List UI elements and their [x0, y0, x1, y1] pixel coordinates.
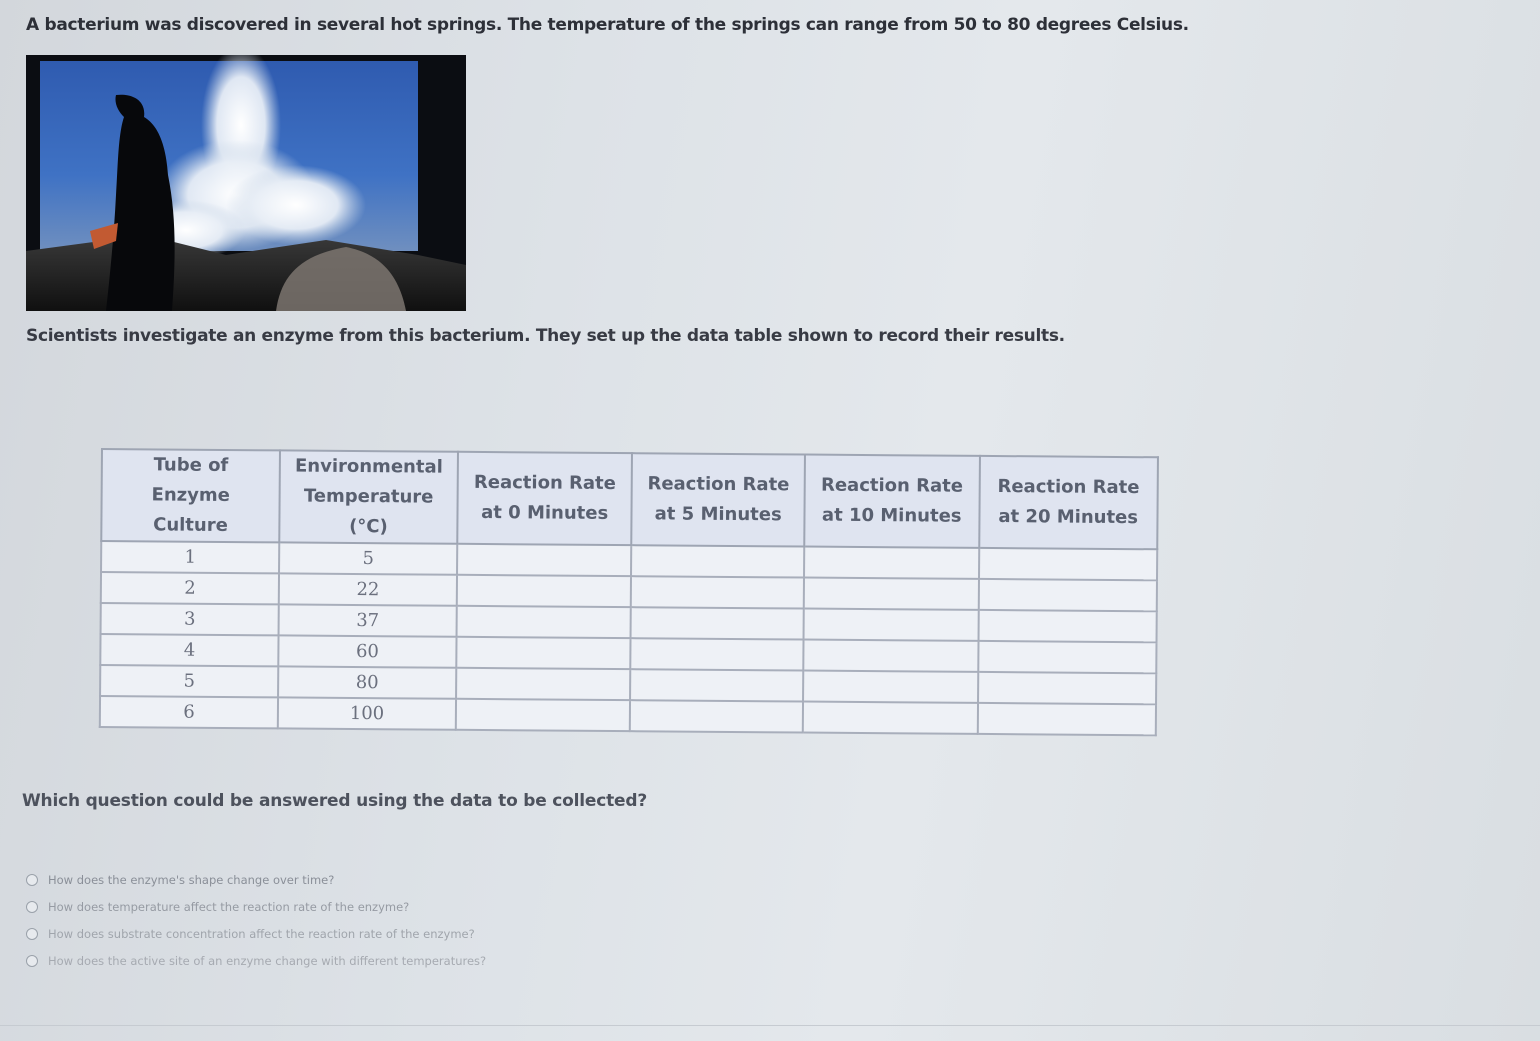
option-label: How does the enzyme's shape change over time? — [48, 872, 335, 887]
header-rate-10: Reaction Rate at 10 Minutes — [804, 455, 979, 548]
rate-cell — [978, 672, 1157, 704]
answer-options — [26, 866, 486, 974]
radio-button[interactable] — [26, 901, 38, 913]
temperature-cell: 100 — [278, 697, 456, 729]
tube-cell: 3 — [101, 603, 279, 635]
rate-cell — [804, 609, 979, 641]
setup-text: Scientists investigate an enzyme from this bacterium. They set up the data table shown to record their results. — [26, 326, 1065, 346]
rate-cell — [631, 638, 804, 670]
rate-cell — [456, 606, 631, 638]
rate-cell — [979, 548, 1158, 580]
divider — [0, 1025, 1540, 1026]
rate-cell — [457, 544, 632, 576]
rate-cell — [803, 640, 978, 672]
rate-cell — [456, 637, 631, 669]
answer-option-3[interactable] — [26, 920, 486, 947]
header-tube: Tube of Enzyme Culture — [101, 449, 280, 542]
rate-cell — [457, 575, 632, 607]
option-label: How does temperature affect the reaction rate of the enzyme? — [48, 899, 410, 914]
radio-button[interactable] — [26, 955, 38, 967]
rate-cell — [978, 579, 1157, 611]
rate-cell — [631, 607, 804, 639]
answer-option-1[interactable] — [26, 866, 486, 893]
tube-cell: 4 — [100, 634, 278, 666]
option-label: How does substrate concentration affect the reaction rate of the enzyme? — [48, 926, 475, 941]
hot-spring-geyser-photo — [26, 55, 466, 311]
answer-option-4[interactable] — [26, 947, 486, 974]
temperature-cell: 22 — [279, 573, 457, 605]
header-rate-20: Reaction Rate at 20 Minutes — [979, 456, 1158, 549]
rate-cell — [631, 576, 804, 608]
temperature-cell: 5 — [279, 542, 457, 574]
rate-cell — [630, 700, 803, 732]
data-table — [99, 448, 1159, 736]
table-header-row — [101, 449, 1158, 549]
rate-cell — [803, 671, 978, 703]
rate-cell — [804, 547, 979, 579]
rate-cell — [803, 702, 978, 734]
header-temperature: Environmental Temperature (°C) — [279, 450, 457, 543]
header-rate-5: Reaction Rate at 5 Minutes — [632, 453, 805, 546]
question-prompt: Which question could be answered using the data to be collected? — [22, 791, 647, 811]
answer-option-2[interactable] — [26, 893, 486, 920]
tube-cell: 1 — [101, 541, 279, 573]
intro-text: A bacterium was discovered in several hot springs. The temperature of the springs can range from 50 to 80 degrees Celsius. — [26, 15, 1189, 35]
temperature-cell: 37 — [279, 604, 457, 636]
header-rate-0: Reaction Rate at 0 Minutes — [457, 452, 632, 545]
radio-button[interactable] — [26, 874, 38, 886]
option-label: How does the active site of an enzyme change with different temperatures? — [48, 953, 487, 968]
rate-cell — [978, 610, 1157, 642]
tube-cell: 6 — [100, 696, 278, 728]
radio-button[interactable] — [26, 928, 38, 940]
rate-cell — [631, 545, 804, 577]
rate-cell — [978, 641, 1157, 673]
rate-cell — [804, 578, 979, 610]
tube-cell: 2 — [101, 572, 279, 604]
rate-cell — [630, 669, 803, 701]
rate-cell — [977, 703, 1156, 735]
temperature-cell: 80 — [278, 666, 456, 698]
temperature-cell: 60 — [278, 635, 456, 667]
rate-cell — [456, 668, 631, 700]
rate-cell — [456, 699, 631, 731]
tube-cell: 5 — [100, 665, 278, 697]
